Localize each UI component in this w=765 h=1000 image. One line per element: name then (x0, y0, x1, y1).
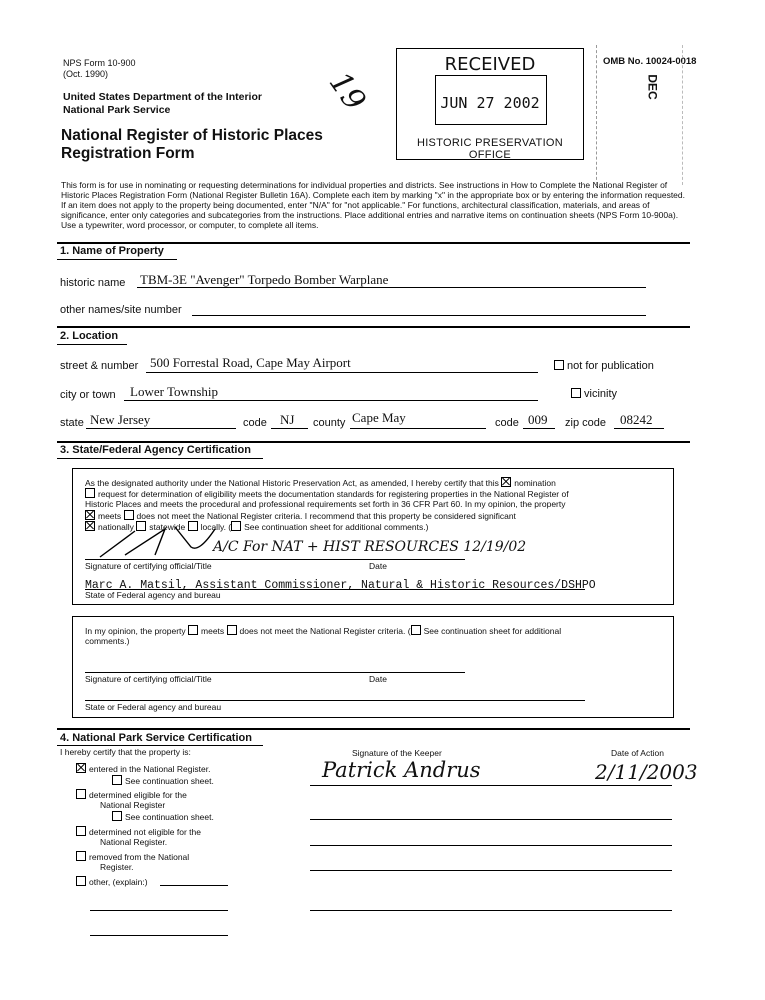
removed-option[interactable] (76, 851, 189, 862)
statewide-label: statewide (149, 522, 186, 532)
not-eligible-label: determined not eligible for the (89, 827, 201, 837)
section3-title-underline (57, 458, 263, 459)
eligible-option[interactable] (76, 789, 187, 800)
explain-line-2 (90, 935, 228, 936)
nationally-label: nationally (98, 522, 134, 532)
stamp-side-mark: DEC (645, 74, 660, 100)
opinion-box (72, 616, 674, 718)
street-line (146, 372, 538, 373)
historic-name-label: historic name (60, 277, 126, 289)
signature2-line (85, 672, 465, 673)
signature2-label: Signature of certifying official/Title (85, 674, 212, 684)
agency: National Park Service (63, 104, 171, 116)
opinion-cont-checkbox[interactable] (411, 625, 421, 635)
vicinity-checkbox[interactable] (571, 388, 581, 398)
zip-line (614, 428, 664, 429)
entered-cont-label: See continuation sheet. (125, 776, 214, 786)
historic-name-line (137, 287, 646, 288)
historic-name-field[interactable]: TBM-3E "Avenger" Torpedo Bomber Warplane (140, 272, 389, 287)
not-eligible-label-2: National Register. (100, 837, 168, 847)
received-stamp (396, 48, 584, 160)
signature-line (85, 559, 465, 560)
not-for-publication-label: not for publication (567, 360, 654, 372)
eligible-checkbox[interactable] (76, 789, 86, 799)
department: United States Department of the Interior (63, 91, 262, 103)
cert-line3: Historic Places and meets the procedural and professional requirements set forth in 36 CFR Part 60. In my opinion, the property (85, 499, 566, 509)
cert-line2 (85, 488, 665, 499)
keeper-line-4 (310, 870, 672, 871)
section4-title-underline (57, 745, 263, 746)
eligible-label-2: National Register (100, 800, 166, 810)
state-field[interactable]: New Jersey (90, 412, 151, 427)
opinion-line2: comments.) (85, 636, 130, 646)
does-not-meet-label: does not meet the National Register criteria. I recommend that this property be considered significant (136, 511, 516, 521)
not-for-publication[interactable] (554, 360, 654, 372)
section4-rule (57, 728, 690, 730)
removed-label-2: Register. (100, 862, 134, 872)
state-code-field[interactable]: NJ (280, 412, 295, 427)
section2-rule (57, 326, 690, 328)
opinion-does-not-checkbox[interactable] (227, 625, 237, 635)
nationally-checkbox[interactable] (85, 521, 95, 531)
agency2-line (85, 700, 585, 701)
meets-checkbox[interactable] (85, 510, 95, 520)
opinion-cont-label: See continuation sheet for additional (423, 626, 562, 636)
county-label: county (313, 417, 346, 429)
cert-line4 (85, 510, 665, 521)
state-certification-box (72, 468, 674, 605)
opinion-text: In my opinion, the property (85, 626, 186, 636)
other-label: other, (explain:) (89, 877, 148, 887)
section3-rule (57, 441, 690, 443)
keeper-label: Signature of the Keeper (352, 748, 442, 758)
opinion-meets-label: meets (201, 626, 225, 636)
section2-title-underline (57, 344, 127, 345)
opinion-does-not-label: does not meet the National Register criteria. ( (239, 626, 411, 636)
action-date-label: Date of Action (611, 748, 664, 758)
keeper-line-2 (310, 819, 672, 820)
handwritten-mark: 19 (321, 65, 373, 118)
date-label: Date (369, 561, 387, 571)
entered-cont-option[interactable] (112, 775, 214, 786)
certifying-signature: A/C For NAT + HIST RESOURCES 12/19/02 (213, 539, 527, 555)
state-label: state (60, 417, 84, 429)
entered-option[interactable] (76, 763, 210, 774)
request-checkbox[interactable] (85, 488, 95, 498)
section2-title: 2. Location (60, 330, 119, 342)
entered-label: entered in the National Register. (89, 764, 211, 774)
instructions: This form is for use in nominating or requesting determinations for individual properties and districts. See instructions in How to Complete the National Register of Historic Places Registration Form (National Register Bulletin 16A). Complete each item by marking "x" in the appropriate box or by entering the information requested. If an item does not apply to the property being documented, enter "N/A" for "not applicable." For functions, architectural classification, materials, and areas of significance, enter only categories and subcategories from the instructions. Place additional entries and narrative items on continuation sheets (NPS Form 10-900a). Use a typewriter, word processor, or computer, to complete all items. (61, 180, 685, 230)
county-field[interactable]: Cape May (352, 410, 406, 425)
keeper-line-3 (310, 845, 672, 846)
other-checkbox[interactable] (76, 876, 86, 886)
meets-label: meets (98, 511, 122, 521)
does-not-meet-checkbox[interactable] (124, 510, 134, 520)
section1-rule (57, 242, 690, 244)
keeper-line-1 (310, 785, 672, 786)
other-names-label: other names/site number (60, 304, 182, 316)
city-line (124, 400, 538, 401)
eligible-cont-label: See continuation sheet. (125, 812, 214, 822)
section1-title-underline (57, 259, 177, 260)
signature-scribble (95, 525, 225, 561)
street-label: street & number (60, 360, 139, 372)
section3-title: 3. State/Federal Agency Certification (60, 444, 251, 456)
nomination-checkbox[interactable] (501, 477, 511, 487)
vicinity-label: vicinity (584, 388, 618, 400)
stamp-edge (596, 45, 683, 185)
removed-label: removed from the National (89, 852, 190, 862)
state-code-label: code (243, 417, 267, 429)
omb-number: OMB No. 10024-0018 (603, 56, 697, 67)
eligible-cont-option[interactable] (112, 811, 214, 822)
nomination-label: nomination (514, 478, 556, 488)
cert-text-2: request for determination of eligibility meets the documentation standards for registering properties in the National Register of (98, 489, 569, 499)
section4-intro: I hereby certify that the property is: (60, 747, 191, 757)
street-field[interactable]: 500 Forrestal Road, Cape May Airport (150, 355, 351, 370)
explain-line-1 (90, 910, 228, 911)
action-date: 2/11/2003 (595, 760, 698, 784)
opinion-line1 (85, 625, 665, 636)
stamp-office: HISTORIC PRESERVATION OFFICE (416, 137, 564, 161)
not-for-publication-checkbox[interactable] (554, 360, 564, 370)
page-title: National Register of Historic Places (61, 127, 323, 144)
entered-cont-checkbox[interactable] (112, 775, 122, 785)
not-eligible-option[interactable] (76, 826, 201, 837)
eligible-label: determined eligible for the (89, 790, 187, 800)
city-label: city or town (60, 389, 116, 401)
agency-label: State of Federal agency and bureau (85, 590, 221, 600)
eligible-cont-checkbox[interactable] (112, 811, 122, 821)
form-date: (Oct. 1990) (63, 69, 109, 79)
county-line (350, 428, 486, 429)
removed-checkbox[interactable] (76, 851, 86, 861)
agency2-label: State or Federal agency and bureau (85, 702, 222, 712)
signature-label: Signature of certifying official/Title (85, 561, 212, 571)
continuation-label: See continuation sheet for additional comments.) (244, 522, 429, 532)
state-line (86, 428, 236, 429)
other-option[interactable] (76, 876, 148, 887)
not-eligible-checkbox[interactable] (76, 826, 86, 836)
locally-label: locally. ( (200, 522, 232, 532)
zip-label: zip code (565, 417, 606, 429)
keeper-signature: Patrick Andrus (322, 758, 481, 782)
opinion-meets-checkbox[interactable] (188, 625, 198, 635)
section1-title: 1. Name of Property (60, 245, 164, 257)
cert-line1 (85, 477, 665, 488)
stamp-date: JUN 27 2002 (440, 94, 540, 112)
other-names-line (192, 315, 646, 316)
stamp-received: RECEIVED (444, 54, 536, 75)
cert-text-1: As the designated authority under the National Historic Preservation Act, as amended, I hereby certify that this (85, 478, 499, 488)
vicinity[interactable] (571, 388, 617, 400)
city-field[interactable]: Lower Township (130, 384, 219, 399)
form-number: NPS Form 10-900 (63, 58, 136, 68)
state-code-line (271, 428, 308, 429)
zip-field[interactable]: 08242 (620, 412, 653, 427)
section4-title: 4. National Park Service Certification (60, 732, 252, 744)
date2-label: Date (369, 674, 387, 684)
county-code-label: code (495, 417, 519, 429)
county-code-line (523, 428, 555, 429)
entered-checkbox[interactable] (76, 763, 86, 773)
official-name-field[interactable]: Marc A. Matsil, Assistant Commissioner, Natural & Historic Resources/DSHPO (85, 579, 596, 592)
keeper-line-5 (310, 910, 672, 911)
continuation-checkbox[interactable] (231, 521, 241, 531)
page-subtitle: Registration Form (61, 145, 195, 162)
county-code-field[interactable]: 009 (528, 412, 548, 427)
other-line (160, 885, 228, 886)
